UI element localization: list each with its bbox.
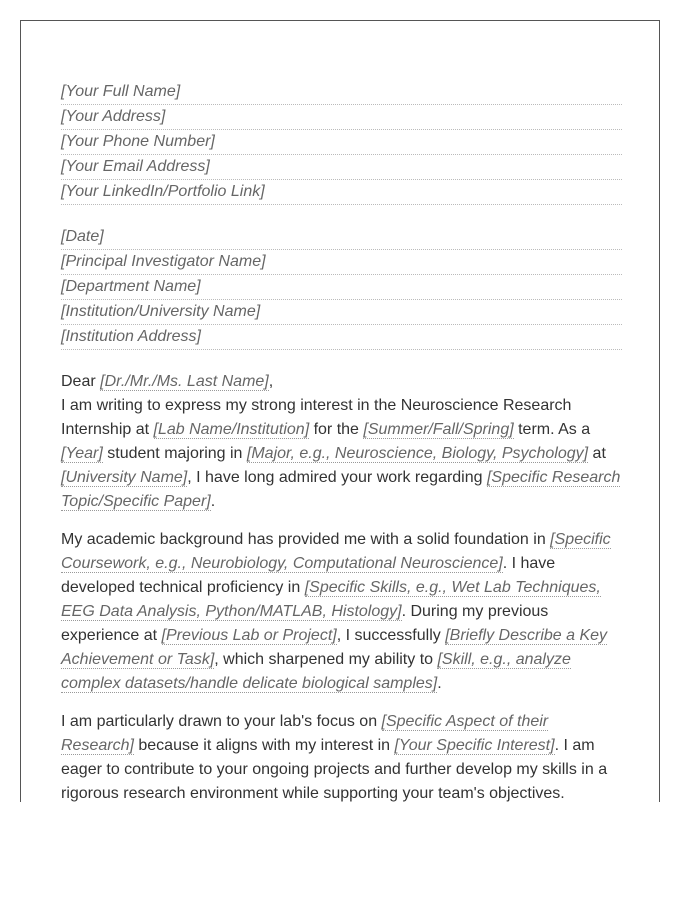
year-field[interactable]: [Year] [61,445,103,462]
recipient-pi-name[interactable]: [Principal Investigator Name] [61,250,622,275]
para-text: . I have developed technical proficiency in [61,555,556,596]
research-topic-field[interactable]: [Specific Research Topic/Specific Paper] [61,469,621,510]
sender-block [61,80,622,205]
para-text: . [210,493,216,510]
recipient-block [61,225,622,350]
skill-example-field[interactable]: [Skill, e.g., analyze complex datasets/handle delicate biological samples] [61,651,571,692]
para-text: for the [309,421,364,438]
spacer [61,205,622,225]
university-field[interactable]: [University Name] [61,469,188,486]
major-field[interactable]: [Major, e.g., Neuroscience, Biology, Psychology] [246,445,589,462]
para-text: I am particularly drawn to your lab's focus on [61,713,382,730]
para-text: because it aligns with my interest in [133,737,395,754]
letter-date[interactable]: [Date] [61,225,622,250]
para-text: , I successfully [336,627,446,644]
skills-field[interactable]: [Specific Skills, e.g., Wet Lab Techniques, EEG Data Analysis, Python/MATLAB, Histology] [61,579,601,620]
sender-phone[interactable]: [Your Phone Number] [61,130,622,155]
para-text: I am writing to express my strong interest in the Neuroscience Research Internship at [61,397,572,438]
para-text: at [588,445,606,462]
recipient-department[interactable]: [Department Name] [61,275,622,300]
letter-page [20,20,660,802]
achievement-field[interactable]: [Briefly Describe a Key Achievement or Task] [61,627,608,668]
spacer [61,350,622,370]
sender-address[interactable]: [Your Address] [61,105,622,130]
para-text: . During my previous experience at [61,603,549,644]
recipient-institution[interactable]: [Institution/University Name] [61,300,622,325]
coursework-field[interactable]: [Specific Coursework, e.g., Neurobiology, Computational Neuroscience] [61,531,611,572]
previous-lab-field[interactable]: [Previous Lab or Project] [161,627,337,644]
paragraph-intro [61,394,622,514]
salutation [61,370,622,394]
salutation-name-field[interactable]: [Dr./Mr./Ms. Last Name] [100,373,269,390]
salutation-greeting: Dear [61,373,101,390]
para-text: My academic background has provided me with a solid foundation in [61,531,551,548]
para-text: student majoring in [102,445,247,462]
sender-full-name[interactable]: [Your Full Name] [61,80,622,105]
sender-email[interactable]: [Your Email Address] [61,155,622,180]
paragraph-background [61,528,622,696]
specific-interest-field[interactable]: [Your Specific Interest] [394,737,555,754]
salutation-punct: , [268,373,274,390]
para-text: . I am eager to contribute to your ongoing projects and further develop my skills in a rigorous research environment while supporting your team's objectives. [61,737,608,802]
research-aspect-field[interactable]: [Specific Aspect of their Research] [61,713,549,754]
lab-name-field[interactable]: [Lab Name/Institution] [153,421,310,438]
para-text: . [437,675,442,692]
recipient-institution-address[interactable]: [Institution Address] [61,325,622,350]
para-text: , I have long admired your work regarding [187,469,487,486]
sender-linkedin[interactable]: [Your LinkedIn/Portfolio Link] [61,180,622,205]
letter-content [61,80,622,802]
term-field[interactable]: [Summer/Fall/Spring] [363,421,514,438]
para-text: term. As a [513,421,591,438]
paragraph-interest [61,710,622,802]
para-text: , which sharpened my ability to [214,651,438,668]
